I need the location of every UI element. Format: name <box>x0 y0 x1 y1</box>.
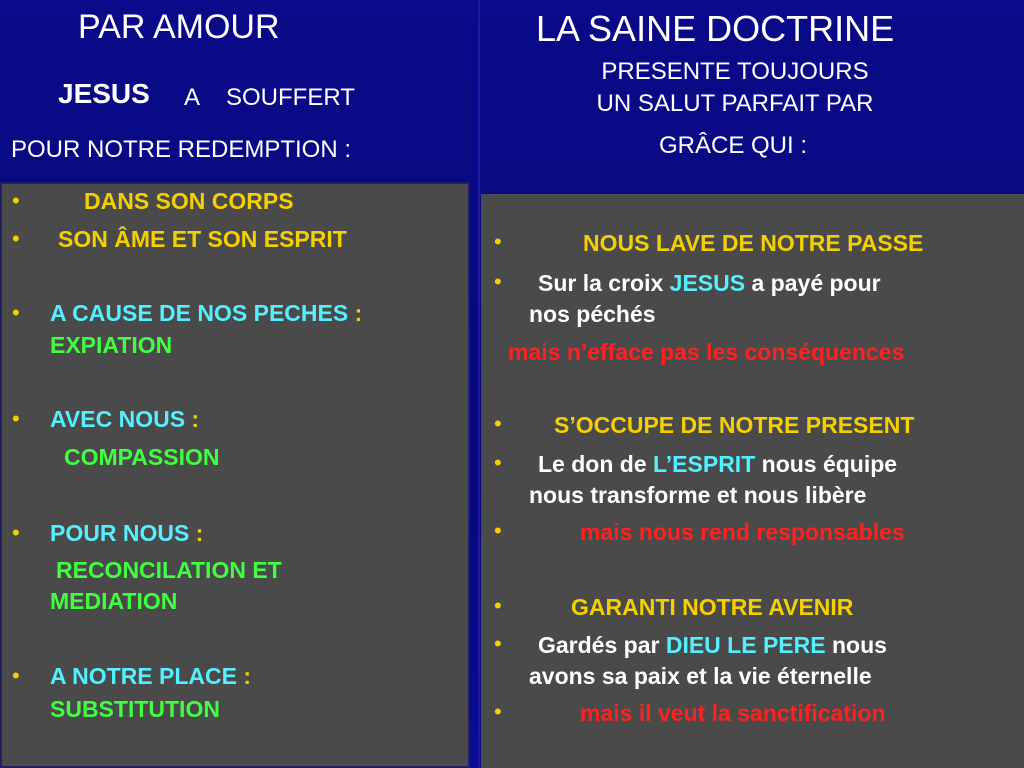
item-efface: mais n’efface pas les conséquences <box>508 339 905 365</box>
item-place-colon: : <box>237 663 252 689</box>
right-subtitle-line3: GRÂCE QUI : <box>658 132 808 159</box>
item-don-esprit: L’ESPRIT <box>653 451 756 477</box>
right-subtitle-line1: PRESENTE TOUJOURS <box>601 58 869 85</box>
item-peches <box>50 300 362 327</box>
bullet-icon: • <box>494 229 502 254</box>
bullet-icon: • <box>494 411 502 436</box>
item-avec-label: AVEC NOUS <box>50 406 186 432</box>
item-peches-label: A CAUSE DE NOS PECHES <box>50 300 349 326</box>
bullet-icon: • <box>12 188 20 213</box>
item-expiation: EXPIATION <box>50 332 173 358</box>
left-title: PAR AMOUR <box>78 8 280 46</box>
bullet-icon: • <box>12 520 20 545</box>
item-ame: SON ÂME ET SON ESPRIT <box>58 226 347 252</box>
item-croix-b: a payé pour <box>745 270 881 296</box>
bullet-icon: • <box>12 406 20 431</box>
bullet-icon: • <box>12 663 20 688</box>
item-pour-colon: : <box>189 520 204 546</box>
bullet-icon: • <box>494 699 502 724</box>
left-jesus: JESUS <box>58 78 150 109</box>
item-pour <box>50 520 203 547</box>
item-corps: DANS SON CORPS <box>84 188 294 214</box>
bullet-icon: • <box>12 300 20 325</box>
item-gardes-c: avons sa paix et la vie éternelle <box>529 663 872 689</box>
item-croix-c: nos péchés <box>529 301 656 327</box>
item-avec-colon: : <box>185 406 200 432</box>
item-rend: mais nous rend responsables <box>580 519 905 545</box>
item-sanct: mais il veut la sanctification <box>580 700 886 726</box>
bullet-icon: • <box>494 450 502 475</box>
item-occupe: S’OCCUPE DE NOTRE PRESENT <box>554 412 915 438</box>
item-lave: NOUS LAVE DE NOTRE PASSE <box>583 230 924 256</box>
item-don-c: nous transforme et nous libère <box>529 482 867 508</box>
item-place-label: A NOTRE PLACE <box>50 663 237 689</box>
item-garanti: GARANTI NOTRE AVENIR <box>571 594 854 620</box>
left-souffert: SOUFFERT <box>226 84 355 111</box>
item-croix <box>538 270 881 297</box>
item-gardes <box>538 632 887 659</box>
left-redemption: POUR NOTRE REDEMPTION : <box>11 136 352 163</box>
item-gardes-b: nous <box>825 632 887 658</box>
left-a: A <box>184 84 201 111</box>
bullet-icon: • <box>494 518 502 543</box>
item-peches-colon: : <box>348 300 363 326</box>
item-place <box>50 663 251 690</box>
item-avec <box>50 406 199 433</box>
item-substitution: SUBSTITUTION <box>50 696 220 722</box>
item-croix-a: Sur la croix <box>538 270 670 296</box>
item-mediation: MEDIATION <box>50 588 178 614</box>
item-don <box>538 451 897 478</box>
bullet-icon: • <box>12 226 20 251</box>
bullet-icon: • <box>494 631 502 656</box>
bullet-icon: • <box>494 269 502 294</box>
right-title: LA SAINE DOCTRINE <box>536 8 895 49</box>
right-subtitle-line2: UN SALUT PARFAIT PAR <box>596 90 874 117</box>
item-gardes-a: Gardés par <box>538 632 666 658</box>
item-gardes-dieu: DIEU LE PERE <box>665 632 826 658</box>
bullet-icon: • <box>494 593 502 618</box>
item-pour-label: POUR NOUS <box>50 520 190 546</box>
item-croix-jesus: JESUS <box>669 270 746 296</box>
item-don-b: nous équipe <box>755 451 898 477</box>
item-reconcil: RECONCILATION ET <box>56 557 282 583</box>
item-compassion: COMPASSION <box>64 444 220 470</box>
item-don-a: Le don de <box>538 451 653 477</box>
